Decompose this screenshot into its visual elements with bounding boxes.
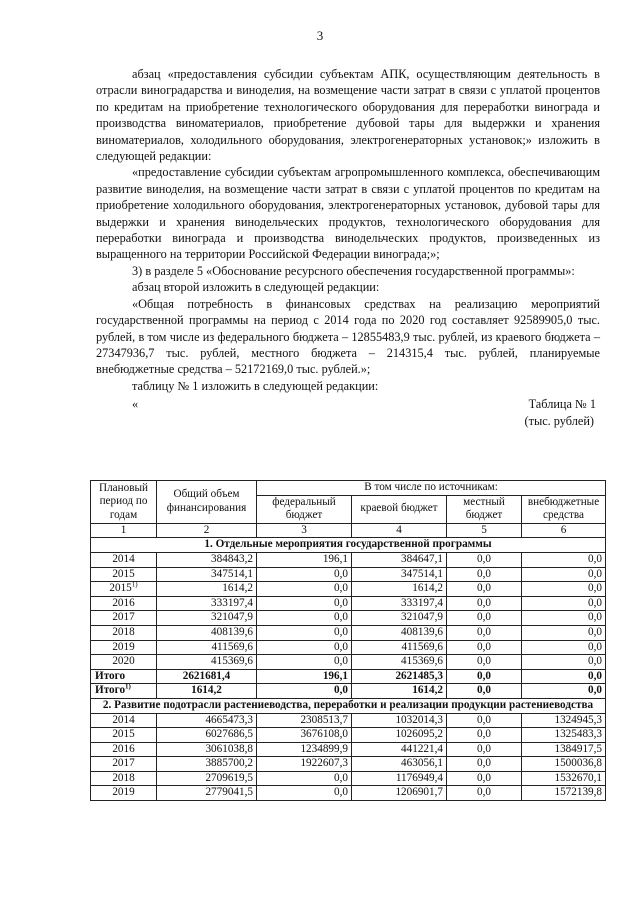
year-value: 2018 (112, 625, 135, 638)
extra-cell: 0,0 (522, 582, 606, 597)
footnote-marker: 1) (131, 580, 138, 589)
section-header-row (91, 698, 606, 713)
federal-cell: 0,0 (257, 786, 352, 801)
federal-cell: 0,0 (257, 771, 352, 786)
column-number: 2 (157, 523, 257, 538)
section-title: 2. Развитие подотрасли растениеводства, переработки и реализации продукции растениеводства (91, 698, 606, 713)
local-cell: 0,0 (447, 655, 522, 670)
extra-cell: 1325483,3 (522, 728, 606, 743)
year-cell (91, 786, 157, 801)
year-value: 2016 (112, 596, 135, 609)
year-cell (91, 728, 157, 743)
total-cell: 1614,2 (157, 684, 257, 699)
table-row (91, 582, 606, 597)
total-cell: 415369,6 (157, 655, 257, 670)
total-cell: 333197,4 (157, 596, 257, 611)
total-label-cell (91, 684, 157, 699)
regional-cell: 321047,9 (352, 611, 447, 626)
local-cell: 0,0 (447, 596, 522, 611)
extra-cell: 0,0 (522, 596, 606, 611)
local-cell: 0,0 (447, 684, 522, 699)
total-cell: 384843,2 (157, 552, 257, 567)
year-cell (91, 640, 157, 655)
local-cell: 0,0 (447, 567, 522, 582)
extra-cell: 0,0 (522, 611, 606, 626)
table-row (91, 655, 606, 670)
total-cell: 4665473,3 (157, 713, 257, 728)
regional-cell: 408139,6 (352, 625, 447, 640)
total-row (91, 684, 606, 699)
year-value: 2015 (112, 728, 135, 741)
regional-cell: 384647,1 (352, 552, 447, 567)
table-row (91, 596, 606, 611)
footnote-marker: 1) (125, 682, 131, 691)
year-cell (91, 582, 157, 597)
local-cell: 0,0 (447, 625, 522, 640)
paragraph: таблицу № 1 изложить в следующей редакции: (132, 378, 379, 393)
extra-cell: 0,0 (522, 552, 606, 567)
extra-cell: 1500036,8 (522, 757, 606, 772)
extra-cell: 1532670,1 (522, 771, 606, 786)
total-cell: 2779041,5 (157, 786, 257, 801)
year-value: 2019 (112, 640, 135, 653)
document-body (96, 66, 600, 429)
total-cell: 3061038,8 (157, 742, 257, 757)
total-cell: 1614,2 (157, 582, 257, 597)
local-cell: 0,0 (447, 552, 522, 567)
financing-table (90, 480, 606, 801)
local-cell: 0,0 (447, 611, 522, 626)
federal-cell: 0,0 (257, 596, 352, 611)
federal-cell: 1922607,3 (257, 757, 352, 772)
total-cell: 347514,1 (157, 567, 257, 582)
paragraph: 3) в разделе 5 «Обоснование ресурсного обеспечения государственной программы»: (132, 263, 575, 278)
federal-cell: 0,0 (257, 582, 352, 597)
table-row (91, 552, 606, 567)
extra-cell: 1572139,8 (522, 786, 606, 801)
header-federal: федеральный бюджет (257, 495, 352, 523)
total-label: Итого (95, 684, 126, 697)
year-value: 2018 (112, 771, 135, 784)
year-cell (91, 596, 157, 611)
paragraph: абзац второй изложить в следующей редакции: (132, 280, 380, 295)
column-number: 4 (352, 523, 447, 538)
federal-cell: 2308513,7 (257, 713, 352, 728)
year-value: 2017 (112, 611, 135, 624)
year-value: 2014 (112, 552, 135, 565)
year-value: 2015 (112, 567, 135, 580)
year-cell (91, 625, 157, 640)
local-cell: 0,0 (447, 742, 522, 757)
table-row (91, 567, 606, 582)
table-row (91, 757, 606, 772)
paragraph: «предоставление субсидии субъектам агропромышленного комплекса, обеспечивающим развитие виноделия, на возмещение части затрат в связи с уплатой процентов по кредитам на приобретение холодильного оборудования, электрогенераторных установок, дубовой тары для выдержки и хранения винодельческих продуктов, технологического оборудования для переработки винограда и производства винодельческих продуктов, произведенных из выращенного на территории Российской Федерации винограда;»; (96, 165, 600, 262)
year-cell (91, 552, 157, 567)
section-header-row (91, 538, 606, 553)
extra-cell: 0,0 (522, 640, 606, 655)
year-value: 2015 (109, 582, 132, 595)
federal-cell: 3676108,0 (257, 728, 352, 743)
extra-cell: 0,0 (522, 625, 606, 640)
table-units: (тыс. рублей) (524, 414, 594, 429)
federal-cell: 0,0 (257, 684, 352, 699)
table-row (91, 611, 606, 626)
year-cell (91, 713, 157, 728)
regional-cell: 441221,4 (352, 742, 447, 757)
year-cell (91, 567, 157, 582)
table-row (91, 713, 606, 728)
table-row (91, 786, 606, 801)
column-number: 6 (522, 523, 606, 538)
regional-cell: 1614,2 (352, 684, 447, 699)
header-regional: краевой бюджет (352, 495, 447, 523)
year-value: 2019 (112, 786, 135, 799)
regional-cell: 1614,2 (352, 582, 447, 597)
column-number: 3 (257, 523, 352, 538)
federal-cell: 196,1 (257, 669, 352, 684)
paragraph: «Общая потребность в финансовых средствах на реализацию мероприятий государственной программы на период с 2014 года по 2020 год составляет 92589905,0 тыс. рублей, в том числе из федерального бюджета – 12855483,9 тыс. рублей, из краевого бюджета – 27347936,7 тыс. рублей, местного бюджета – 214315,4 тыс. рублей, планируемые внебюджетные средства – 52172169,0 тыс. рублей.»; (96, 296, 600, 377)
total-cell: 408139,6 (157, 625, 257, 640)
local-cell: 0,0 (447, 640, 522, 655)
extra-cell: 1384917,5 (522, 742, 606, 757)
opening-quote: « (132, 397, 139, 412)
local-cell: 0,0 (447, 786, 522, 801)
year-value: 2016 (112, 742, 135, 755)
year-cell (91, 757, 157, 772)
total-cell: 6027686,5 (157, 728, 257, 743)
regional-cell: 2621485,3 (352, 669, 447, 684)
federal-cell: 0,0 (257, 640, 352, 655)
extra-cell: 1324945,3 (522, 713, 606, 728)
column-number: 1 (91, 523, 157, 538)
regional-cell: 347514,1 (352, 567, 447, 582)
regional-cell: 1176949,4 (352, 771, 447, 786)
header-sources-group: В том числе по источникам: (257, 481, 606, 496)
federal-cell: 1234899,9 (257, 742, 352, 757)
table-row (91, 625, 606, 640)
section-title: 1. Отдельные мероприятия государственной программы (91, 538, 606, 553)
total-cell: 321047,9 (157, 611, 257, 626)
year-value: 2020 (112, 655, 135, 668)
federal-cell: 0,0 (257, 625, 352, 640)
regional-cell: 333197,4 (352, 596, 447, 611)
table-caption-row (96, 396, 600, 413)
extra-cell: 0,0 (522, 684, 606, 699)
local-cell: 0,0 (447, 728, 522, 743)
paragraph: абзац «предоставления субсидии субъектам АПК, осуществляющим деятельность в отрасли виноградарства и виноделия, на возмещение части затрат в связи с уплатой процентов по кредитам на приобретение технологического оборудования для переработки винограда и производства виноматериалов, приобретение дубовой тары для выдержки и хранения виноматериалов, холодильного оборудования, электрогенераторных установок;» изложить в следующей редакции: (96, 67, 600, 164)
header-local: местный бюджет (447, 495, 522, 523)
local-cell: 0,0 (447, 771, 522, 786)
header-total: Общий объем финансирования (157, 481, 257, 524)
extra-cell: 0,0 (522, 669, 606, 684)
total-cell: 3885700,2 (157, 757, 257, 772)
year-value: 2014 (112, 713, 135, 726)
total-cell: 2621681,4 (157, 669, 257, 684)
local-cell: 0,0 (447, 669, 522, 684)
year-value: 2017 (112, 757, 135, 770)
federal-cell: 0,0 (257, 655, 352, 670)
header-period: Плановый период по годам (91, 481, 157, 524)
total-cell: 411569,6 (157, 640, 257, 655)
year-cell (91, 771, 157, 786)
regional-cell: 463056,1 (352, 757, 447, 772)
table-row (91, 640, 606, 655)
federal-cell: 0,0 (257, 567, 352, 582)
extra-cell: 0,0 (522, 567, 606, 582)
federal-cell: 196,1 (257, 552, 352, 567)
year-cell (91, 742, 157, 757)
table-row (91, 728, 606, 743)
regional-cell: 415369,6 (352, 655, 447, 670)
year-cell (91, 655, 157, 670)
header-extra: внебюджетные средства (522, 495, 606, 523)
total-label: Итого (95, 669, 126, 682)
regional-cell: 411569,6 (352, 640, 447, 655)
total-label-cell (91, 669, 157, 684)
local-cell: 0,0 (447, 582, 522, 597)
table-row (91, 771, 606, 786)
table-label: Таблица № 1 (528, 397, 596, 412)
federal-cell: 0,0 (257, 611, 352, 626)
total-row (91, 669, 606, 684)
local-cell: 0,0 (447, 757, 522, 772)
page-number: 3 (316, 28, 324, 43)
regional-cell: 1026095,2 (352, 728, 447, 743)
year-cell (91, 611, 157, 626)
column-number: 5 (447, 523, 522, 538)
regional-cell: 1206901,7 (352, 786, 447, 801)
total-cell: 2709619,5 (157, 771, 257, 786)
table-row (91, 742, 606, 757)
regional-cell: 1032014,3 (352, 713, 447, 728)
local-cell: 0,0 (447, 713, 522, 728)
extra-cell: 0,0 (522, 655, 606, 670)
